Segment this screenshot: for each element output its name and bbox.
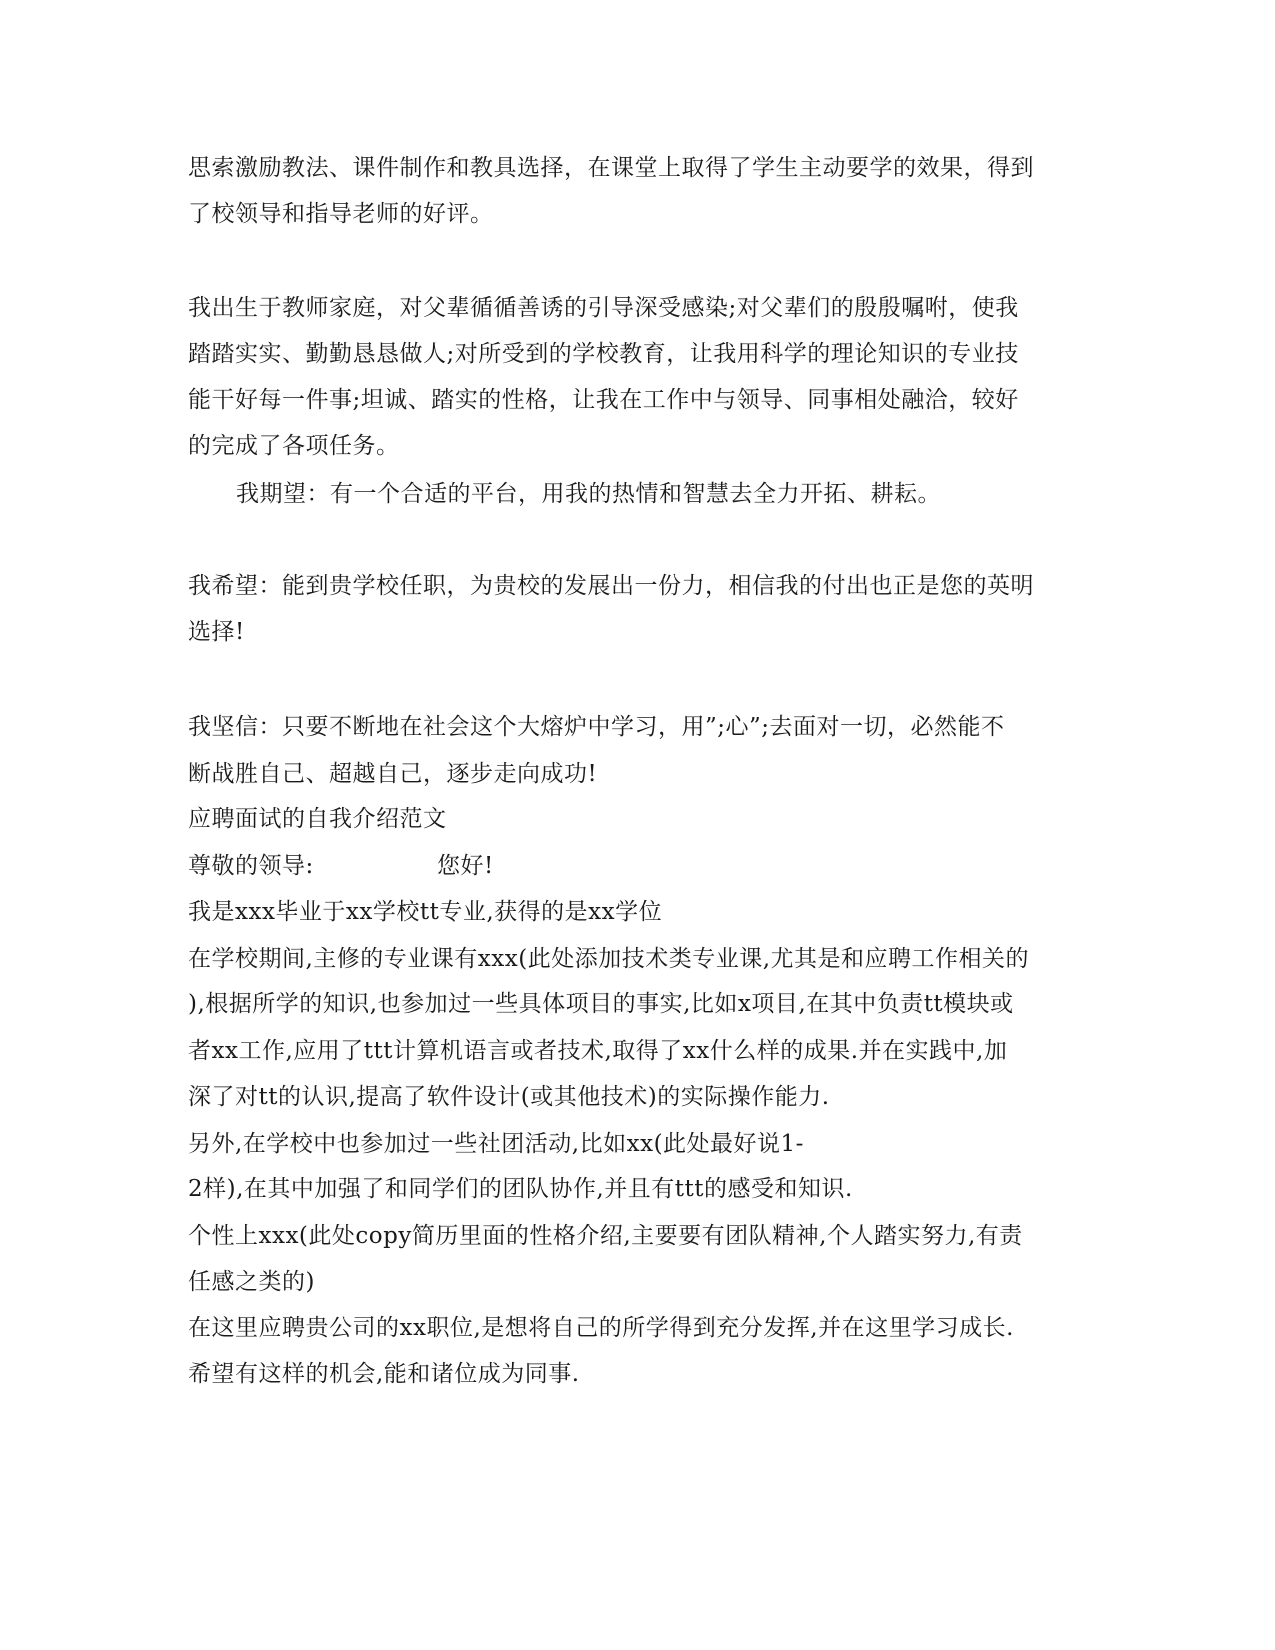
greeting-salutation: 尊敬的领导: [188, 853, 314, 879]
paragraph2-line1: 我出生于教师家庭，对父辈循循善诱的引导深受感染;对父辈们的殷殷嘱咐，使我 [188, 295, 1019, 321]
intro-line1: 我是xxx毕业于xx学校tt专业,获得的是xx学位 [188, 899, 663, 925]
paragraph2-line4: 的完成了各项任务。 [188, 433, 400, 459]
paragraph1-line1: 思索激励教法、课件制作和教具选择，在课堂上取得了学生主动要学的效果，得到 [188, 155, 1034, 181]
personality-line1: 个性上xxx(此处copy简历里面的性格介绍,主要要有团队精神,个人踏实努力,有责 [188, 1223, 1023, 1249]
closing-line1: 在这里应聘贵公司的xx职位,是想将自己的所学得到充分发挥,并在这里学习成长. [188, 1315, 1014, 1341]
paragraph5-line1: 我坚信：只要不断地在社会这个大熔炉中学习，用”;心”;去面对一切，必然能不 [188, 714, 1005, 740]
study-line4: 深了对tt的认识,提高了软件设计(或其他技术)的实际操作能力. [188, 1084, 830, 1110]
paragraph4-line2: 选择! [188, 619, 245, 645]
paragraph1-line2: 了校领导和指导老师的好评。 [188, 201, 494, 227]
study-line2: ),根据所学的知识,也参加过一些具体项目的事实,比如x项目,在其中负责tt模块或 [188, 991, 1014, 1017]
clubs-line2: 2样),在其中加强了和同学们的团队协作,并且有ttt的感受和知识. [188, 1176, 853, 1202]
study-line3: 者xx工作,应用了ttt计算机语言或者技术,取得了xx什么样的成果.并在实践中,加 [188, 1038, 1008, 1064]
paragraph3-line1: 我期望：有一个合适的平台，用我的热情和智慧去全力开拓、耕耘。 [236, 481, 941, 507]
study-line1: 在学校期间,主修的专业课有xxx(此处添加技术类专业课,尤其是和应聘工作相关的 [188, 946, 1030, 972]
greeting-hello: 您好! [437, 853, 494, 879]
paragraph4-line1: 我希望：能到贵学校任职，为贵校的发展出一份力，相信我的付出也正是您的英明 [188, 573, 1034, 599]
closing-line2: 希望有这样的机会,能和诸位成为同事. [188, 1361, 580, 1387]
personality-line2: 任感之类的) [188, 1269, 315, 1295]
clubs-line1: 另外,在学校中也参加过一些社团活动,比如xx(此处最好说1- [188, 1131, 804, 1157]
paragraph2-line2: 踏踏实实、勤勤恳恳做人;对所受到的学校教育，让我用科学的理论知识的专业技 [188, 341, 1019, 367]
section-title: 应聘面试的自我介绍范文 [188, 806, 447, 832]
paragraph5-line2: 断战胜自己、超越自己，逐步走向成功! [188, 761, 598, 787]
paragraph2-line3: 能干好每一件事;坦诚、踏实的性格，让我在工作中与领导、同事相处融洽，较好 [188, 387, 1019, 413]
